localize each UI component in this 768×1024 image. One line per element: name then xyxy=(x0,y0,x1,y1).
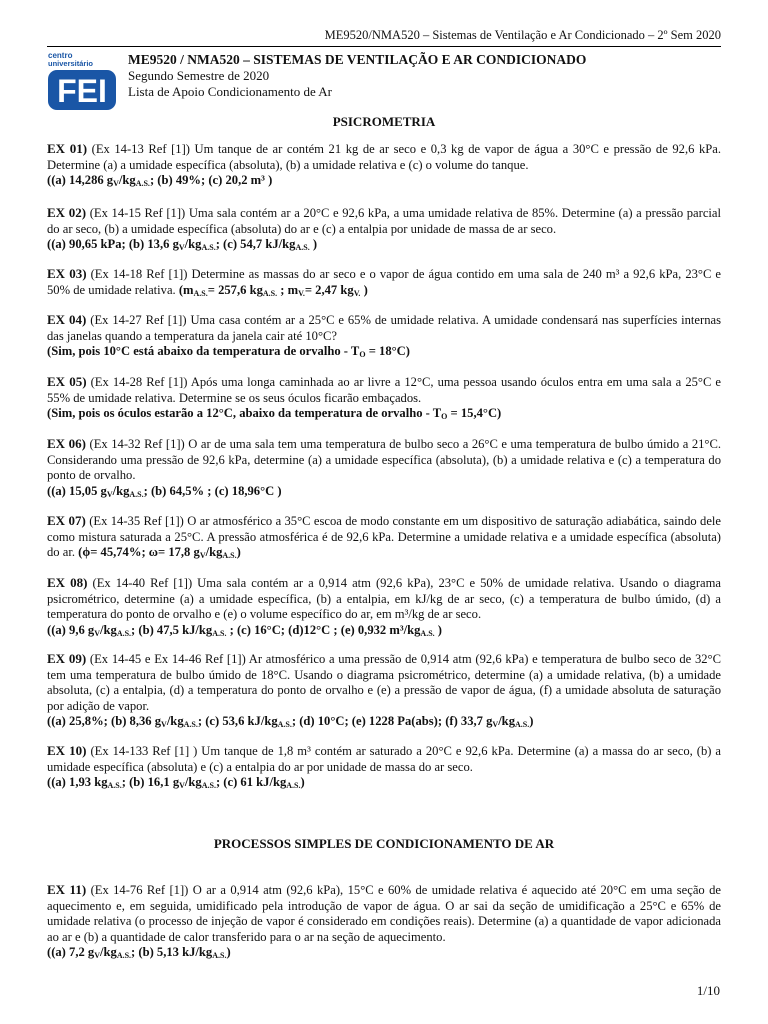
answer-subscript: A.S. xyxy=(193,288,208,298)
answer-subscript: V xyxy=(179,781,185,791)
answer xyxy=(179,283,368,297)
answer-text: /kg xyxy=(100,622,117,637)
answer-text: ) xyxy=(360,282,368,297)
answer-subscript: V. xyxy=(298,288,305,298)
exercise-text: (Ex 14-32 Ref [1]) O ar de uma sala tem uma temperatura de bulbo seco a 26°C e uma temperatura de bulbo úmido a 21°C. Considerando uma pressão de 92,6 kPa, determine (a) a umidade específica (absoluta), (b) a umidade relativa e (c) a temperatura do ponto de orvalho. xyxy=(47,437,721,483)
answer-text: ((a) 14,286 g xyxy=(47,173,114,188)
answer-text: ) xyxy=(434,622,442,637)
answer-text: ; (b) 64,5% ; (c) 18,96°C ) xyxy=(143,483,282,498)
answer xyxy=(47,714,721,730)
semester: Segundo Semestre de 2020 xyxy=(128,68,270,83)
answer-subscript: A.S. xyxy=(183,720,198,730)
header-rule xyxy=(47,46,721,47)
list-title: Lista de Apoio Condicionamento de Ar xyxy=(128,84,332,99)
answer-subscript: A.S. xyxy=(135,179,150,189)
answer-subscript: V xyxy=(113,179,119,189)
answer-text: ; (c) 54,7 kJ/kg xyxy=(215,237,296,252)
answer-subscript: V. xyxy=(353,288,361,298)
answer-text: (ϕ= 45,74%; ω= 17,8 g xyxy=(78,545,200,560)
exercise-10 xyxy=(47,743,721,791)
answer-text: ((a) 7,2 g xyxy=(47,945,95,960)
exercise-08 xyxy=(47,575,721,638)
answer-text: ) xyxy=(529,714,534,729)
answer-subscript: V xyxy=(94,951,100,961)
answer-text: (m xyxy=(178,282,194,297)
answer-text: = 2,47 kg xyxy=(304,282,354,297)
answer-subscript: A.S. xyxy=(212,951,227,961)
answer-text: ) xyxy=(300,775,305,790)
exercise-label: EX 03) xyxy=(47,266,87,281)
course-title: ME9520 / NMA520 – SISTEMAS DE VENTILAÇÃO E AR CONDICIONADO xyxy=(128,52,587,67)
exercise-text: (Ex 14-18 Ref [1]) Determine as massas do ar seco e o vapor de água contido em uma sala de 240 m³ a 92,6 kPa, 23°C e 50% de umidade relativa. xyxy=(47,267,721,297)
exercise-05 xyxy=(47,374,721,422)
answer-text: ) xyxy=(309,237,318,252)
exercise-label: EX 10) xyxy=(47,743,87,758)
answer-text: ; (b) 5,13 kJ/kg xyxy=(131,945,213,960)
answer-text: ((a) 90,65 kPa; (b) 13,6 g xyxy=(47,237,179,252)
answer-text: /kg xyxy=(112,483,130,498)
answer-subscript: A.S. xyxy=(286,781,301,791)
section-psicrometria: PSICROMETRIA xyxy=(332,114,436,129)
logo-line2: universitário xyxy=(48,59,94,68)
answer-text: /kg xyxy=(498,714,515,729)
exercise-label: EX 09) xyxy=(47,651,87,666)
logo-line1: centro xyxy=(48,51,73,60)
answer-text: ; (c) 61 kJ/kg xyxy=(215,775,287,790)
answer-subscript: A.S. xyxy=(262,288,278,298)
answer xyxy=(47,945,721,961)
exercise-label: EX 05) xyxy=(47,374,87,389)
answer-text: /kg xyxy=(184,237,202,252)
answer-text: = 18°C) xyxy=(365,344,410,359)
answer-text: /kg xyxy=(205,545,223,560)
answer-subscript: V xyxy=(178,243,185,253)
exercise-text: (Ex 14-28 Ref [1]) Após uma longa caminhada ao ar livre a 12°C, uma pessoa usando óculos entra em uma sala a 25°C e 55% de umidade relativa. Determine se os seus óculos ficarão embaçados. xyxy=(47,375,721,405)
answer-subscript: V xyxy=(492,720,499,730)
answer-subscript: A.S. xyxy=(201,243,216,253)
answer-text: ; (d) 10°C; (e) 1228 Pa(abs); (f) 33,7 g xyxy=(291,714,493,729)
answer-text: ) xyxy=(236,545,241,560)
answer-text: = 257,6 kg xyxy=(207,282,263,297)
answer-text: ; (c) 16°C; (d)12°C ; (e) 0,932 m³/kg xyxy=(226,622,421,637)
exercise-label: EX 07) xyxy=(47,513,86,528)
answer-subscript: A.S. xyxy=(295,243,310,253)
answer-subscript: V xyxy=(161,720,167,730)
exercise-06 xyxy=(47,436,721,499)
answer-text: ; m xyxy=(277,282,299,297)
answer-subscript: A.S. xyxy=(222,551,237,561)
exercise-09 xyxy=(47,651,721,730)
exercise-text: (Ex 14-15 Ref [1]) Uma sala contém ar a 20°C e 92,6 kPa, a uma umidade relativa de 85%. Determine (a) a pressão parcial do ar seco, (b) a umidade específica (absoluta) do ar e (c) a entalpia por unidade de massa de ar seco. xyxy=(47,206,721,236)
answer-subscript: O xyxy=(441,412,448,422)
answer-subscript: A.S. xyxy=(515,720,530,730)
answer-subscript: A.S. xyxy=(212,628,227,638)
answer xyxy=(47,406,721,422)
answer-text: ; (b) 49%; (c) 20,2 m³ ) xyxy=(149,173,273,188)
answer-subscript: A.S. xyxy=(129,489,144,499)
exercise-label: EX 11) xyxy=(47,882,87,897)
answer-subscript: A.S. xyxy=(116,951,132,961)
answer-text: = 15,4°C) xyxy=(447,406,502,421)
answer-subscript: A.S. xyxy=(201,781,216,791)
answer-subscript: O xyxy=(359,350,366,360)
exercise-label: EX 02) xyxy=(47,205,87,220)
exercise-text: (Ex 14-76 Ref [1]) O ar a 0,914 atm (92,6 kPa), 15°C e 60% de umidade relativa é aquecido até 20°C em uma seção de aquecimento e, em seguida, umidificado pela introdução de vapor de água. O ar sai da seção de umidificação a 25°C e 65% de umidade relativa (o processo de injeção de vapor é considerado em condições reais). Determine (a) a quantidade de vapor adicionada ao ar e (b) a quantidade de calor transferido para o ar na seção de aquecimento. xyxy=(47,883,722,944)
exercise-04 xyxy=(47,312,721,360)
exercise-text: (Ex 14-40 Ref [1]) Uma sala contém ar a 0,914 atm (92,6 kPa), 23°C e 50% de umidade relativa. Usando o diagrama psicrométrico, determine (a) a umidade específica, (b) a entalpia, em kJ/kg de ar seco, (c) a temperatura de bulbo úmido, (d) a temperatura do ponto de orvalho e (e) o volume específico do ar, em m³/kg de ar seco. xyxy=(47,576,721,622)
answer-text: ((a) 1,93 kg xyxy=(47,775,108,790)
exercise-11 xyxy=(47,882,721,961)
answer xyxy=(47,623,721,639)
answer xyxy=(47,484,721,500)
exercise-label: EX 08) xyxy=(47,575,88,590)
answer xyxy=(78,545,241,559)
answer-text: (Sim, pois os óculos estarão a 12°C, abaixo da temperatura de orvalho - T xyxy=(47,406,442,421)
answer-subscript: A.S. xyxy=(277,720,292,730)
answer-text: /kg xyxy=(100,945,117,960)
answer-subscript: A.S. xyxy=(420,628,435,638)
answer-text: ((a) 15,05 g xyxy=(47,483,107,498)
exercise-label: EX 04) xyxy=(47,312,87,327)
answer-text: (Sim, pois 10°C está abaixo da temperatura de orvalho - T xyxy=(47,344,360,359)
answer-text: ; (b) 47,5 kJ/kg xyxy=(131,622,213,637)
answer xyxy=(47,237,721,253)
answer-text: ; (c) 53,6 kJ/kg xyxy=(197,714,278,729)
exercise-07 xyxy=(47,513,721,561)
running-head: ME9520/NMA520 – Sistemas de Ventilação e Ar Condicionado – 2º Sem 2020 xyxy=(324,28,721,42)
answer-subscript: V xyxy=(199,551,206,561)
answer-text: ) xyxy=(226,945,231,960)
exercise-text: (Ex 14-27 Ref [1]) Uma casa contém ar a 25°C e 65% de umidade relativa. A umidade condensará nas superfícies internas das janelas quando a temperatura da janela cair até 10°C? xyxy=(47,313,722,343)
answer xyxy=(47,173,721,189)
answer-subscript: A.S. xyxy=(107,781,122,791)
section-processos: PROCESSOS SIMPLES DE CONDICIONAMENTO DE AR xyxy=(213,836,555,851)
exercise-02 xyxy=(47,205,721,253)
answer-text: /kg xyxy=(166,714,184,729)
exercise-01 xyxy=(47,141,721,189)
answer-text: /kg xyxy=(184,775,202,790)
answer xyxy=(47,775,721,791)
logo-mark: FEI xyxy=(57,73,107,109)
answer-text: /kg xyxy=(118,173,136,188)
exercise-text: (Ex 14-35 Ref [1]) O ar atmosférico a 35°C escoa de modo constante em um dispositivo de saturação adiabática, saindo dele como mistura saturada a 25°C. A pressão atmosférica é de 92,6 kPa. Determine a umidade relativa e a umidade específica (absoluta) do ar. xyxy=(47,514,722,560)
exercise-label: EX 06) xyxy=(47,436,87,451)
exercise-text: (Ex 14-133 Ref [1] ) Um tanque de 1,8 m³ contém ar saturado a 20°C e 92,6 kPa. Determine (a) a massa do ar seco, (b) a umidade específica (absoluta) e (c) a entalpia do ar por unidade de massa do ar seco. xyxy=(47,744,722,774)
answer-subscript: V xyxy=(94,628,100,638)
answer-text: ((a) 9,6 g xyxy=(47,622,95,637)
exercise-text: (Ex 14-45 e Ex 14-46 Ref [1]) Ar atmosférico a uma pressão de 0,914 atm (92,6 kPa) e temperatura de bulbo seco de 32°C tem uma temperatura de bulbo úmido de 18°C. Usando o diagrama psicrométrico, determine (a) a umidade relativa, (b) a umidade absoluta, (c) a entalpia, (d) a temperatura do ponto de orvalho e (e) a pressão de vapor de água, (f) a umidade absoluta de saturação por adição de vapor. xyxy=(47,652,721,713)
answer-text: ((a) 25,8%; (b) 8,36 g xyxy=(47,714,162,729)
answer-subscript: A.S. xyxy=(116,628,132,638)
answer-text: ; (b) 16,1 g xyxy=(121,775,180,790)
fei-logo xyxy=(46,50,122,112)
title-block xyxy=(128,52,586,100)
answer-subscript: V xyxy=(106,489,113,499)
answer xyxy=(47,344,721,360)
page-number: 1/10 xyxy=(696,983,720,998)
exercise-label: EX 01) xyxy=(47,141,88,156)
exercise-text: (Ex 14-13 Ref [1]) Um tanque de ar contém 21 kg de ar seco e 0,3 kg de vapor de água a 30°C e pressão de 92,6 kPa. Determine (a) a umidade específica (absoluta), (b) a umidade relativa e (c) o volume do tanque. xyxy=(47,142,722,172)
exercise-03 xyxy=(47,266,721,298)
